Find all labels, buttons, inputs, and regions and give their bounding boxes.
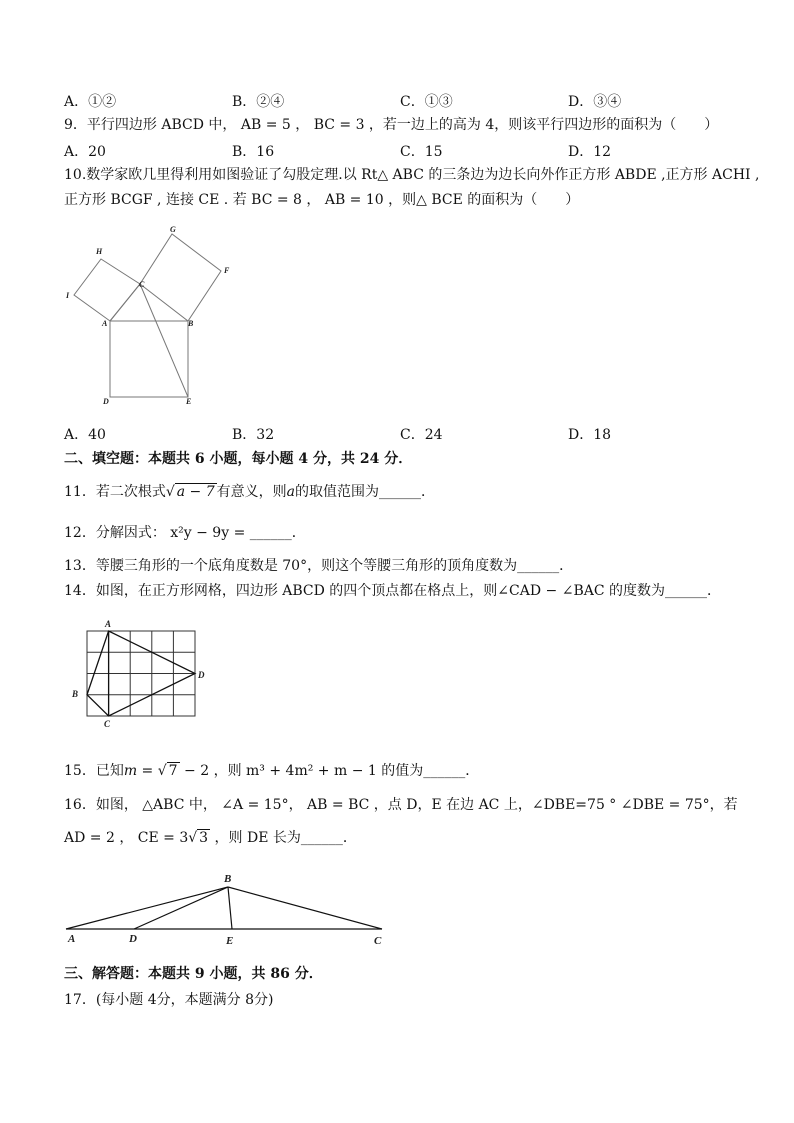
q16-label-d: D: [129, 933, 137, 945]
q8-option-b: B．②④: [232, 94, 285, 110]
q10-label-b: B: [188, 319, 194, 328]
section-3-heading: 三、解答题：本题共 9 小题，共 86 分．: [64, 966, 323, 982]
q15-equals: =: [137, 763, 158, 779]
q9-option-d: D．12: [568, 144, 612, 160]
q16-label-c: C: [374, 935, 382, 947]
q10-label-i: I: [66, 291, 70, 300]
q14-label-b: B: [72, 689, 79, 699]
q10-label-d: D: [103, 397, 109, 406]
q8-option-c: C．①③: [400, 94, 453, 110]
q10-option-a: A．40: [64, 427, 106, 443]
q9-question: 9．平行四边形 ABCD 中， AB = 5 ， BC = 3 ，若一边上的高为 4，则该平行四边形的面积为（ ）: [64, 117, 719, 133]
q10-label-c: C: [139, 280, 145, 289]
q11-text-after2: 的取值范围为______．: [295, 484, 435, 500]
q10-question-line1: 10.数学家欧几里得利用如图验证了勾股定理.以 Rt△ ABC 的三条边为边长向外作正方形 ABDE ,正方形 ACHI ,: [64, 167, 760, 183]
q14-question: 14．如图，在正方形网格，四边形 ABCD 的四个顶点都在格点上，则∠CAD − ∠BAC 的度数为______．: [64, 583, 722, 599]
q9-option-a: A．20: [64, 144, 106, 160]
q17-question: 17．(每小题 4分，本题满分 8分): [64, 992, 274, 1008]
q16-question-line1: 16．如图， △ABC 中， ∠A = 15°， AB = BC ，点 D，E 在边 AC 上，∠DBE=75 ° ∠DBE = 75°，若: [64, 797, 738, 813]
q10-label-g: G: [170, 225, 176, 234]
q15-text-before: 15．已知: [64, 763, 124, 779]
q11-text-before: 11．若二次根式: [64, 484, 166, 500]
q8-option-d: D．③④: [568, 94, 622, 110]
q10-label-a: A: [102, 319, 108, 328]
q11-text-after: 有意义，则: [216, 484, 287, 500]
q16-segment-be: [228, 887, 232, 929]
q11-variable: a: [286, 484, 295, 500]
q14-label-d: D: [198, 670, 205, 680]
q10-question-line2: 正方形 BCGF , 连接 CE . 若 BC = 8 ， AB = 10 ，则△ BCE 的面积为（ ）: [64, 192, 580, 208]
section-2-heading: 二、填空题：本题共 6 小题，每小题 4 分，共 24 分．: [64, 451, 413, 467]
q13-question: 13．等腰三角形的一个底角度数是 70°，则这个等腰三角形的顶角度数为______．: [64, 558, 574, 574]
q12-question: 12．分解因式： x²y − 9y = ______．: [64, 525, 306, 541]
q16-label-e: E: [226, 935, 234, 947]
q15-radicand: 7: [168, 763, 178, 779]
q11-sqrt-sign: √: [165, 484, 175, 500]
q16-radicand: 3: [199, 830, 209, 846]
q16-label-b: B: [224, 873, 232, 885]
q15-text-after: − 2 ，则 m³ + 4m² + m − 1 的值为______．: [179, 763, 480, 779]
q16-segment-bc: [228, 887, 382, 929]
q16-text-before: AD = 2 ， CE = 3: [64, 830, 189, 846]
q16-sqrt-sign: √: [188, 830, 198, 846]
q11-radicand: a − 7: [176, 484, 215, 500]
q9-option-b: B．16: [232, 144, 275, 160]
q10-label-f: F: [224, 266, 230, 275]
q10-label-e: E: [186, 397, 192, 406]
q14-label-c: C: [104, 719, 111, 729]
q8-option-a: A．①②: [64, 94, 117, 110]
q10-option-b: B．32: [232, 427, 275, 443]
q15-sqrt-sign: √: [157, 763, 167, 779]
q10-label-h: H: [96, 247, 103, 256]
q16-label-a: A: [68, 933, 76, 945]
q10-option-c: C．24: [400, 427, 443, 443]
q14-label-a: A: [105, 619, 112, 629]
q15-variable-m: m: [123, 763, 138, 779]
q16-text-after: ，则 DE 长为______．: [210, 830, 357, 846]
q10-option-d: D．18: [568, 427, 612, 443]
q9-option-c: C．15: [400, 144, 443, 160]
